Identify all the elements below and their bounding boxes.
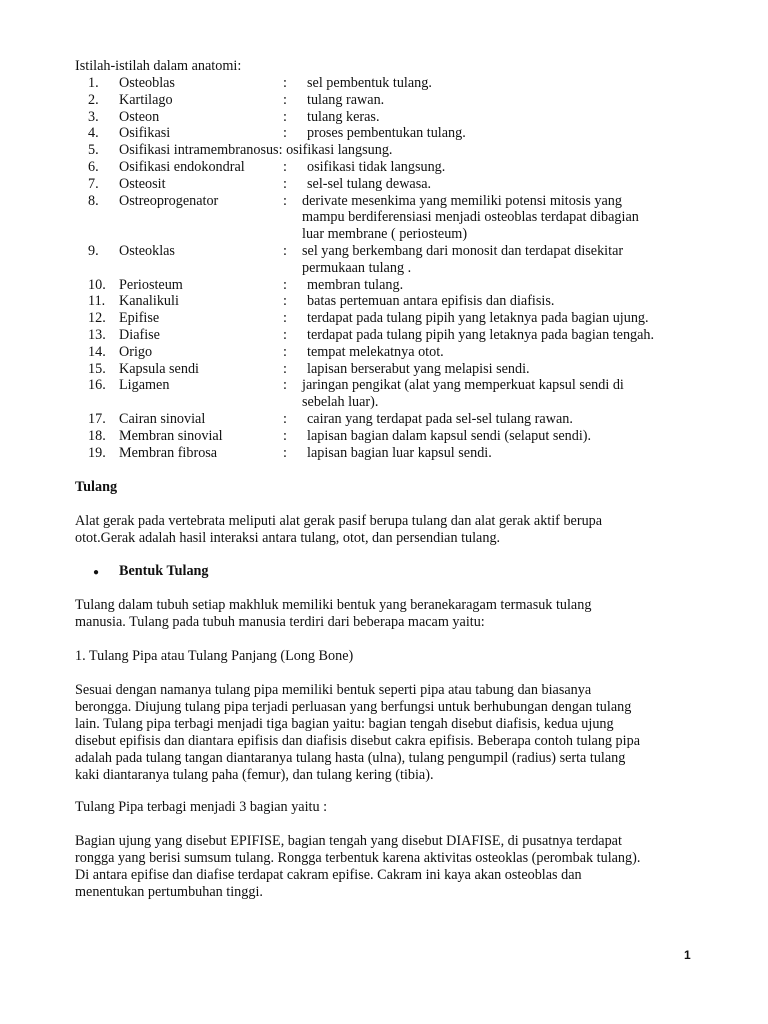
glossary-definition: terdapat pada tulang pipih yang letaknya pada bagian tengah. xyxy=(307,327,655,343)
paragraph-line: Di antara epifise dan diafise terdapat cakram epifise. Cakram ini kaya akan osteoblas dan xyxy=(75,867,582,883)
glossary-definition: terdapat pada tulang pipih yang letaknya pada bagian ujung. xyxy=(307,310,649,327)
glossary-term: Cairan sinovial xyxy=(119,411,206,427)
glossary-number: 16. xyxy=(88,377,106,394)
section-title: Tulang xyxy=(75,479,118,495)
glossary-term: Ligamen xyxy=(119,377,170,394)
paragraph-line: adalah pada tulang tangan diantaranya tulang hasta (ulna), tulang pengumpil (radius) serta tulang xyxy=(75,750,626,766)
paragraph-line: kaki diantaranya tulang paha (femur), dan tulang kering (tibia). xyxy=(75,767,434,783)
paragraph-line: Tulang dalam tubuh setiap makhluk memiliki bentuk yang beranekaragam termasuk tulang xyxy=(75,597,592,613)
glossary-definition: osifikasi tidak langsung. xyxy=(307,159,446,175)
paragraph-line: berongga. Diujung tulang pipa terjadi perluasan yang berfungsi untuk berhubungan dengan tulang xyxy=(75,699,632,715)
paragraph-tulang-pipa-title: 1. Tulang Pipa atau Tulang Panjang (Long Bone) xyxy=(75,648,354,664)
glossary-definition: sel pembentuk tulang. xyxy=(307,75,432,91)
glossary-number: 8. xyxy=(88,192,99,209)
glossary-number: 11. xyxy=(88,293,106,310)
glossary-term: Epifise xyxy=(119,310,160,327)
paragraph-tulang-pipa xyxy=(75,682,715,784)
glossary-definition: permukaan tulang . xyxy=(302,259,412,276)
paragraph-line: Alat gerak pada vertebrata meliputi alat gerak pasif berupa tulang dan alat gerak aktif berupa xyxy=(75,513,603,529)
glossary-term: Ostreoprogenator xyxy=(119,192,219,209)
glossary-colon: : xyxy=(283,427,287,444)
glossary-definition: sel-sel tulang dewasa. xyxy=(307,175,432,192)
glossary-definition: sel yang berkembang dari monosit dan terdapat disekitar xyxy=(302,243,624,259)
glossary-term: Diafise xyxy=(119,327,160,343)
glossary-definition: jaringan pengikat (alat yang memperkuat kapsul sendi di xyxy=(302,377,624,394)
paragraph-line: Sesuai dengan namanya tulang pipa memiliki bentuk seperti pipa atau tabung dan biasanya xyxy=(75,682,592,698)
glossary-number: 15. xyxy=(88,360,106,377)
glossary-term: Kanalikuli xyxy=(119,293,179,310)
paragraph-epifise xyxy=(75,833,715,901)
glossary-colon: : xyxy=(283,192,287,209)
glossary-term: Kartilago xyxy=(119,91,173,108)
glossary-intro: Istilah-istilah dalam anatomi: xyxy=(75,58,242,74)
glossary-term: Osteoblas xyxy=(119,75,175,91)
glossary-colon: : xyxy=(283,293,287,310)
glossary-colon: : xyxy=(283,159,287,175)
glossary-colon: : xyxy=(283,108,287,125)
glossary-number: 17. xyxy=(88,411,106,427)
glossary-number: 5. xyxy=(88,142,99,159)
glossary-definition: lapisan bagian luar kapsul sendi. xyxy=(307,444,492,461)
paragraph-intro xyxy=(75,513,715,547)
glossary-number: 13. xyxy=(88,327,106,343)
glossary-colon: : xyxy=(283,125,287,142)
glossary-term: Osifikasi xyxy=(119,125,171,142)
glossary-number: 4. xyxy=(88,125,99,142)
glossary-term: Osteoklas xyxy=(119,243,175,259)
bullet-icon: ● xyxy=(93,567,100,578)
paragraph-line: manusia. Tulang pada tubuh manusia terdiri dari beberapa macam yaitu: xyxy=(75,614,485,630)
glossary-colon: : xyxy=(283,276,287,293)
glossary-term: Osifikasi endokondral xyxy=(119,159,245,175)
glossary-definition: tempat melekatnya otot. xyxy=(307,343,444,360)
glossary-number: 12. xyxy=(88,310,106,327)
glossary-definition: derivate mesenkima yang memiliki potensi mitosis yang xyxy=(302,192,622,209)
paragraph-bentuk xyxy=(75,597,715,631)
glossary-number: 18. xyxy=(88,427,106,444)
glossary-definition: luar membrane ( periosteum) xyxy=(302,226,468,243)
glossary-definition: membran tulang. xyxy=(307,276,404,293)
paragraph-line: otot.Gerak adalah hasil interaksi antara tulang, otot, dan persendian tulang. xyxy=(75,530,501,546)
glossary-number: 6. xyxy=(88,159,99,175)
glossary-term: Kapsula sendi xyxy=(119,360,199,377)
glossary-colon: : xyxy=(283,91,287,108)
glossary-definition: tulang rawan. xyxy=(307,91,385,108)
glossary-term: Membran fibrosa xyxy=(119,444,218,461)
glossary-definition: mampu berdiferensiasi menjadi osteoblas terdapat dibagian xyxy=(302,209,639,226)
glossary-definition: batas pertemuan antara epifisis dan diafisis. xyxy=(307,293,555,310)
glossary-number: 3. xyxy=(88,108,99,125)
glossary-term: Osteon xyxy=(119,108,160,125)
glossary-definition: sebelah luar). xyxy=(302,394,379,411)
glossary-term: Origo xyxy=(119,343,153,360)
glossary-number: 9. xyxy=(88,243,99,259)
glossary-colon: : xyxy=(283,310,287,327)
glossary-colon: : xyxy=(283,360,287,377)
glossary-colon: : xyxy=(283,377,287,394)
glossary-number: 2. xyxy=(88,91,99,108)
glossary-term: Periosteum xyxy=(119,276,183,293)
glossary-number: 14. xyxy=(88,343,106,360)
glossary-number: 10. xyxy=(88,276,106,293)
paragraph-line: disebut epifisis dan diantara epifisis dan diafisis disebut cakra epifisis. Beberapa contoh tulang pipa xyxy=(75,733,640,749)
glossary-colon: : xyxy=(283,343,287,360)
glossary-colon: : xyxy=(283,75,287,91)
glossary-number: 1. xyxy=(88,75,99,91)
glossary-number: 19. xyxy=(88,444,106,461)
paragraph-line: menentukan pertumbuhan tinggi. xyxy=(75,884,263,900)
glossary-definition: lapisan bagian dalam kapsul sendi (selaput sendi). xyxy=(307,427,592,444)
glossary-term: Osifikasi intramembranosus: osifikasi langsung. xyxy=(119,142,393,159)
glossary-colon: : xyxy=(283,327,287,343)
subheading: Bentuk Tulang xyxy=(119,563,209,579)
glossary-definition: lapisan berserabut yang melapisi sendi. xyxy=(307,360,530,377)
glossary-colon: : xyxy=(283,411,287,427)
glossary-colon: : xyxy=(283,175,287,192)
paragraph-line: Bagian ujung yang disebut EPIFISE, bagian tengah yang disebut DIAFISE, di pusatnya terdapat xyxy=(75,833,622,849)
page-number: 1 xyxy=(684,948,691,962)
glossary-number: 7. xyxy=(88,175,99,192)
glossary-colon: : xyxy=(283,444,287,461)
paragraph-three-parts: Tulang Pipa terbagi menjadi 3 bagian yaitu : xyxy=(75,799,328,815)
glossary-colon: : xyxy=(283,243,287,259)
paragraph-line: rongga yang berisi sumsum tulang. Rongga terbentuk karena aktivitas osteoklas (perombak tulang). xyxy=(75,850,641,866)
glossary-term: Osteosit xyxy=(119,175,166,192)
glossary-term: Membran sinovial xyxy=(119,427,223,444)
paragraph-line: lain. Tulang pipa terbagi menjadi tiga bagian yaitu: bagian tengah disebut diafisis, kedua ujung xyxy=(75,716,614,732)
glossary-definition: cairan yang terdapat pada sel-sel tulang rawan. xyxy=(307,411,573,427)
glossary-definition: tulang keras. xyxy=(307,108,380,125)
glossary-definition: proses pembentukan tulang. xyxy=(307,125,466,142)
